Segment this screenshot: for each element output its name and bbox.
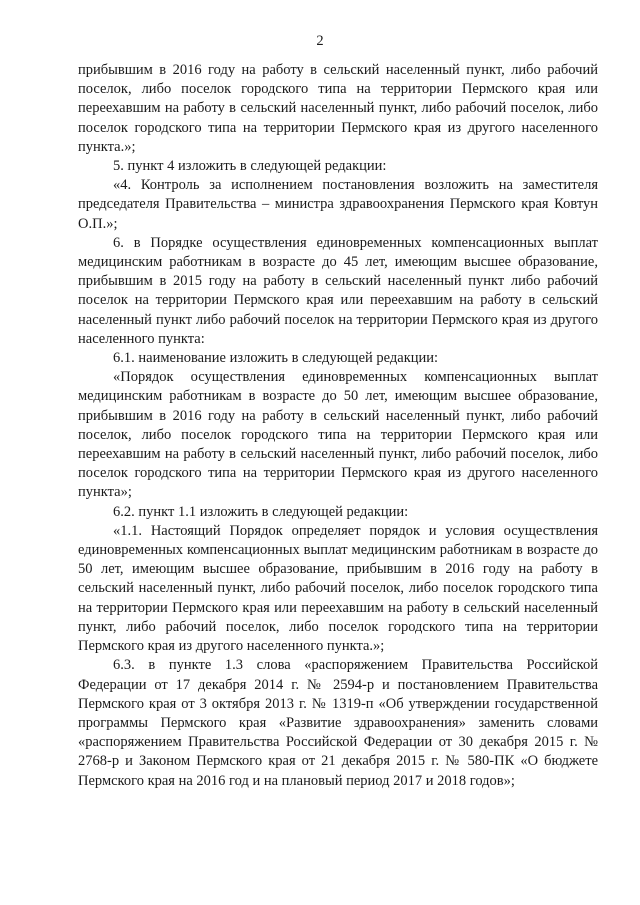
page-number: 2 [316,33,324,49]
paragraph-continuation: прибывшим в 2016 году на работу в сельский населенный пункт, либо рабочий поселок, либо поселок городского типа на территории Пермского края или переехавшим на работу в сельский населенный пункт, либо рабочий поселок, либо поселок городского типа на территории Пермского края из другого населенного пункта.»; [78,62,598,155]
document-body [78,61,598,791]
paragraph-item-6-2: 6.2. пункт 1.1 изложить в следующей редакции: [113,503,409,520]
paragraph-item-1-1-quote: «1.1. Настоящий Порядок определяет порядок и условия осуществления единовременных компенсационных выплат медицинским работникам в возрасте до 50 лет, имеющим высшее образование, прибывшим в 2016 году на работу в сельский населенный пункт, либо рабочий поселок, либо поселок городского типа на территории Пермского края или переехавшим на работу в сельский населенный пункт, либо рабочий поселок, либо поселок городского типа на территории Пермского края из другого населенного пункта.»; [78,522,598,655]
paragraph-item-4-quote: «4. Контроль за исполнением постановления возложить на заместителя председателя Правительства – министра здравоохранения Пермского края Ковтун О.П.»; [78,177,598,232]
paragraph-item-6-1: 6.1. наименование изложить в следующей редакции: [113,350,439,367]
paragraph-item-5: 5. пункт 4 изложить в следующей редакции: [113,158,387,175]
paragraph-item-6-3: 6.3. в пункте 1.3 слова «распоряжением Правительства Российской Федерации от 17 декабря 2014 г. № 2594-р и постановлением Правительства Пермского края от 3 октября 2013 г. № 1319-п «Об утверждении государственной программы Пермского края «Развитие здравоохранения» заменить словами «распоряжением Правительства Российской Федерации от 30 декабря 2015 г. № 2768-р и Законом Пермского края от 21 декабря 2015 г. № 580-ПК «О бюджете Пермского края на 2016 год и на плановый период 2017 и 2018 годов»; [78,657,598,789]
paragraph-item-6-1-quote: «Порядок осуществления единовременных компенсационных выплат медицинским работникам в возрасте до 50 лет, имеющим высшее образование, прибывшим в 2016 году на работу в сельский населенный пункт, либо рабочий поселок, либо поселок городского типа на территории Пермского края или переехавшим на работу в сельский населенный пункт, либо рабочий поселок, либо поселок городского типа на территории Пермского края из другого населенного пункта»; [78,369,598,501]
paragraph-item-6: 6. в Порядке осуществления единовременных компенсационных выплат медицинским работникам в возрасте до 45 лет, имеющим высшее образование, прибывшим в 2015 году на работу в сельский населенный пункт либо рабочий поселок на территории Пермского края или переехавшим на работу в сельский населенный пункт либо рабочий поселок на территории Пермского края из другого населенного пункта: [78,234,598,347]
